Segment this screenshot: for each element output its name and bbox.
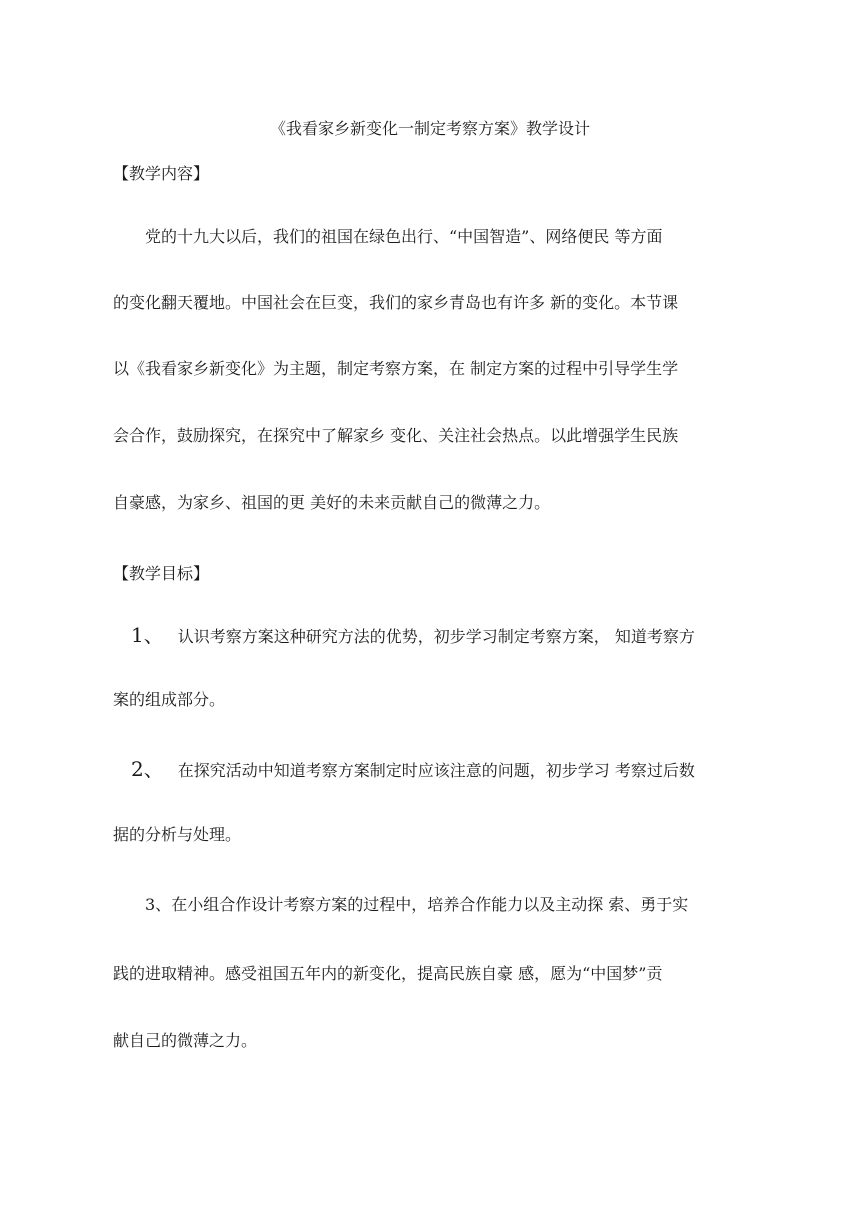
goal-3-second-line: 践的进取精神。感受祖国五年内的新变化，提高民族自豪 感，愿为“中国梦”贡	[113, 964, 663, 983]
section-heading-goals: 【教学目标】	[113, 564, 210, 583]
goal-2-second-line: 据的分析与处理。	[113, 825, 242, 844]
goal-2-first-line	[131, 758, 757, 782]
goal-3-third-line: 献自己的微薄之力。	[113, 1031, 258, 1050]
content-line-4: 会合作，鼓励探究，在探究中了解家乡 变化、关注社会热点。以此增强学生民族	[113, 426, 679, 445]
goal-3-first-line	[145, 894, 771, 916]
content-line-3: 以《我看家乡新变化》为主题，制定考察方案，在 制定方案的过程中引导学生学	[113, 359, 679, 378]
content-line-2: 的变化翻天覆地。中国社会在巨变，我们的家乡青岛也有许多 新的变化。本节课	[113, 293, 679, 312]
goal-2-number: 2、	[131, 757, 164, 781]
content-line-1: 党的十九大以后，我们的祖国在绿色出行、“中国智造”、网络便民 等方面	[145, 227, 663, 246]
section-heading-content: 【教学内容】	[113, 164, 210, 183]
goal-1-text: 认识考察方案这种研究方法的优势，初步学习制定考察方案， 知道考察方	[177, 627, 695, 646]
goal-1-first-line	[131, 624, 757, 648]
goal-2-text: 在探究活动中知道考察方案制定时应该注意的问题，初步学习 考察过后数	[177, 761, 695, 780]
goal-1-number: 1、	[131, 623, 164, 647]
document-title: 《我看家乡新变化一制定考察方案》教学设计	[269, 119, 590, 138]
goal-1-second-line: 案的组成部分。	[113, 690, 226, 709]
goal-3-text: 在小组合作设计考察方案的过程中，培养合作能力以及主动探 索、勇于实	[171, 895, 689, 914]
goal-3-number: 3、	[145, 895, 172, 914]
content-line-5: 自豪感，为家乡、祖国的更 美好的未来贡献自己的微薄之力。	[113, 493, 551, 512]
